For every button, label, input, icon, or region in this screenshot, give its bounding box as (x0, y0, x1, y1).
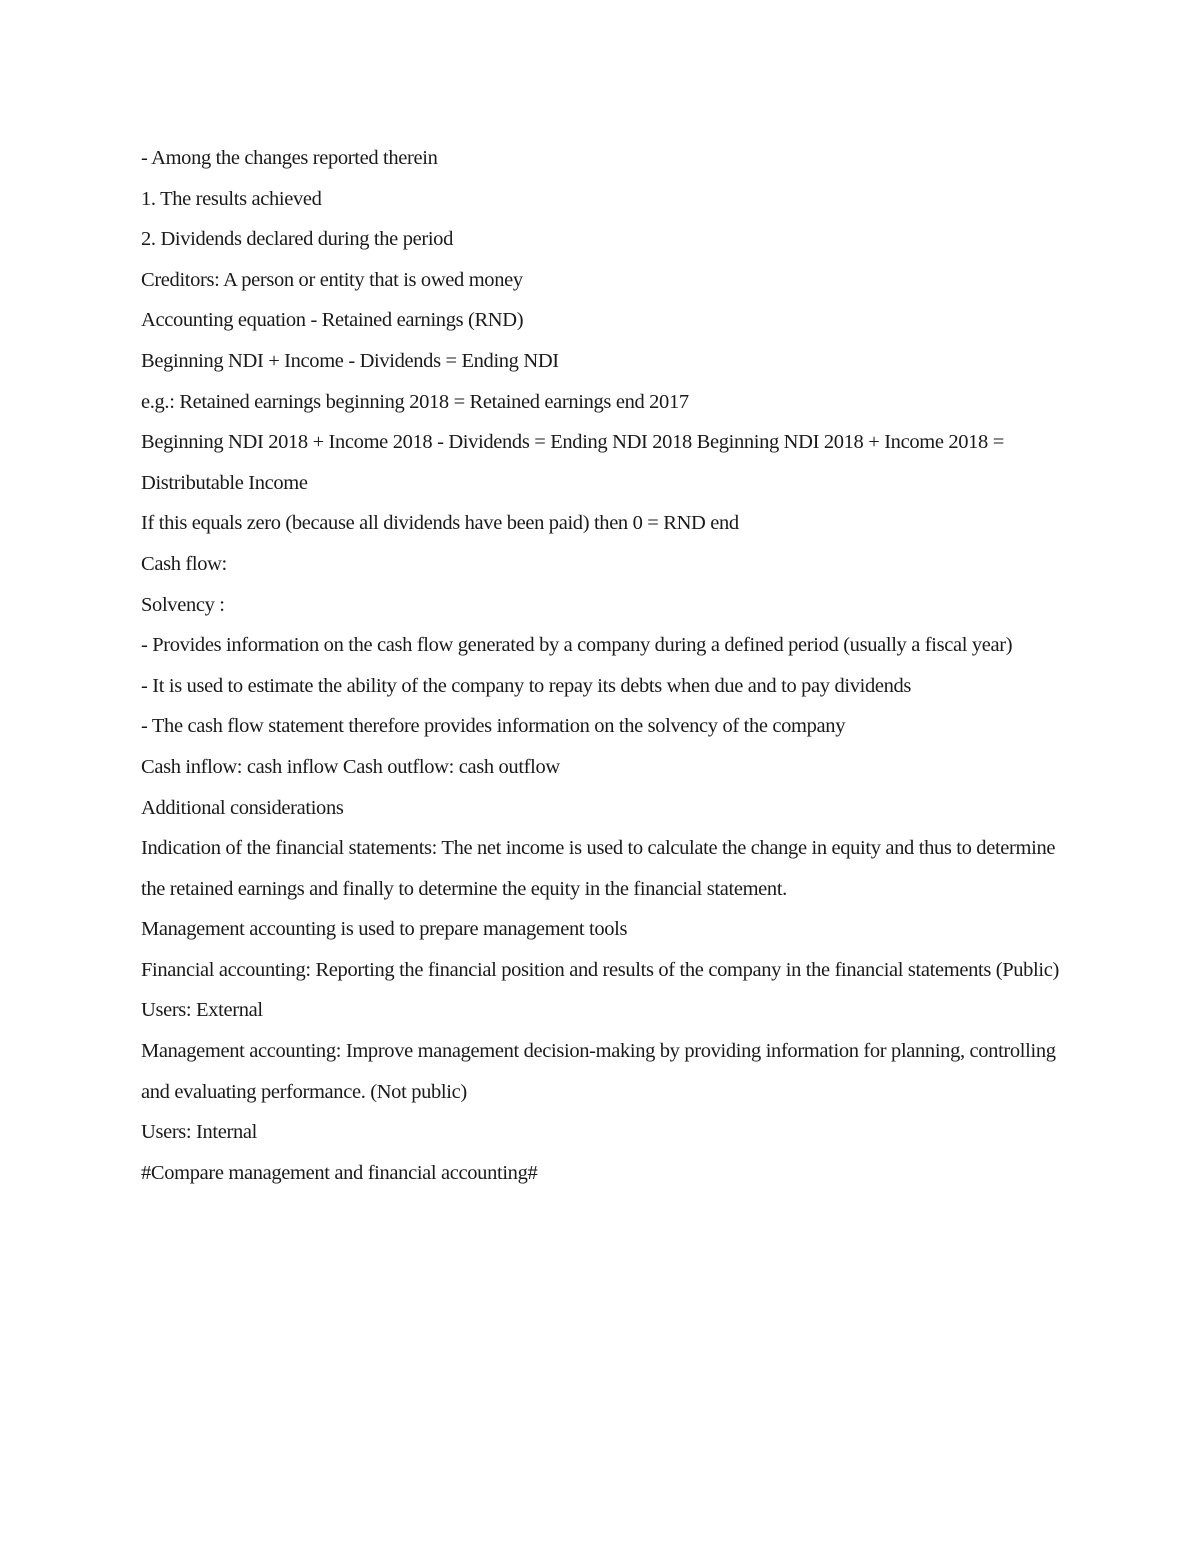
text-line: #Compare management and financial accounting# (141, 1161, 538, 1184)
document-body (141, 138, 1061, 1193)
text-line: 1. The results achieved (141, 187, 322, 210)
text-line: Users: External (141, 999, 263, 1022)
text-line: Beginning NDI + Income - Dividends = Ending NDI (141, 349, 559, 372)
text-line: 2. Dividends declared during the period (141, 228, 453, 251)
text-line: - Among the changes reported therein (141, 147, 438, 169)
text-line: Management accounting: Improve management decision-making by providing information for planning, controlling and evaluating performance. (Not public) (141, 1040, 1056, 1103)
text-line: If this equals zero (because all dividends have been paid) then 0 = RND end (141, 512, 739, 535)
text-line: Cash inflow: cash inflow Cash outflow: cash outflow (141, 755, 560, 778)
text-line: - The cash flow statement therefore provides information on the solvency of the company (141, 715, 846, 738)
text-line: Cash flow: (141, 552, 227, 575)
text-line: - It is used to estimate the ability of the company to repay its debts when due and to pay dividends (141, 674, 912, 697)
text-line: Users: Internal (141, 1121, 257, 1144)
text-line: Indication of the financial statements: The net income is used to calculate the change in equity and thus to determine the retained earnings and finally to determine the equity in the financial statement. (141, 837, 1056, 900)
text-line: Financial accounting: Reporting the financial position and results of the company in the financial statements (Public) (141, 958, 1059, 981)
text-line: Additional considerations (141, 796, 344, 819)
text-line: e.g.: Retained earnings beginning 2018 = Retained earnings end 2017 (141, 390, 689, 413)
text-line: Management accounting is used to prepare management tools (141, 918, 628, 941)
text-line: Creditors: A person or entity that is owed money (141, 268, 523, 291)
text-line: Accounting equation - Retained earnings (RND) (141, 309, 524, 332)
text-line: Beginning NDI 2018 + Income 2018 - Dividends = Ending NDI 2018 Beginning NDI 2018 + Income 2018 = Distributable Income (141, 431, 1004, 494)
text-line: Solvency : (141, 593, 225, 616)
text-line: - Provides information on the cash flow generated by a company during a defined period (usually a fiscal year) (141, 634, 1013, 657)
